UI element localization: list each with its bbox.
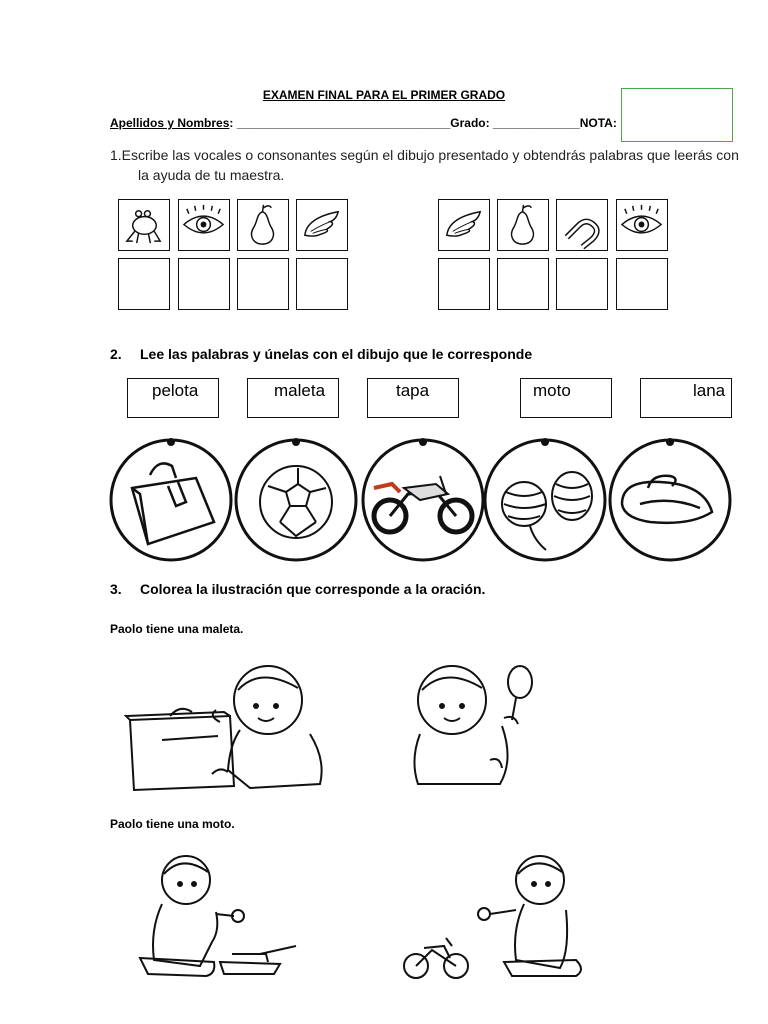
q1-picture-cell [296, 199, 348, 251]
frog-icon [119, 200, 168, 249]
sentence-2-illustrations [120, 850, 600, 990]
grade-label: Grado: [450, 116, 490, 130]
question-2-number: 2. [110, 346, 122, 362]
name-label: Apellidos y Nombres [110, 116, 230, 130]
eye-icon [617, 200, 666, 249]
word-box[interactable] [247, 378, 339, 418]
q1-answer-cell[interactable] [296, 258, 348, 310]
motorcycle-circle[interactable] [363, 438, 483, 560]
q1-picture-cell [237, 199, 289, 251]
q1-picture-cell [497, 199, 549, 251]
sentence-1: Paolo tiene una maleta. [110, 622, 244, 636]
picture-circles [0, 430, 768, 570]
boy-with-suitcase-illustration[interactable] [126, 666, 322, 790]
q1-answer-cell[interactable] [497, 258, 549, 310]
exam-title: EXAMEN FINAL PARA EL PRIMER GRADO [262, 88, 506, 102]
q1-answer-cell[interactable] [178, 258, 230, 310]
lid-icon [622, 476, 712, 523]
name-field[interactable]: : ________________________________ [229, 116, 451, 130]
word-label: tapa [396, 381, 430, 400]
grade-field[interactable]: _____________ [489, 116, 580, 130]
word-label: lana [693, 381, 726, 400]
motorcycle-icon [374, 476, 472, 532]
word-box[interactable] [640, 378, 732, 418]
question-1-line-1: 1.Escribe las vocales o consonantes según el dibujo presentado y obtendrás palabras que leerás con [110, 147, 739, 163]
word-box[interactable] [367, 378, 459, 418]
question-3-text: Colorea la ilustración que corresponde a la oración. [140, 581, 486, 597]
suitcase-icon [132, 463, 214, 544]
word-label: maleta [274, 381, 326, 400]
pear-icon [498, 200, 547, 249]
word-box[interactable] [520, 378, 612, 418]
yarn-circle[interactable] [485, 438, 605, 560]
q1-answer-cell[interactable] [237, 258, 289, 310]
lid-circle[interactable] [610, 438, 730, 560]
question-2-text: Lee las palabras y únelas con el dibujo que le corresponde [140, 346, 533, 362]
q1-picture-cell [438, 199, 490, 251]
q1-answer-cell[interactable] [556, 258, 608, 310]
question-3-number: 3. [110, 581, 122, 597]
pear-icon [238, 200, 287, 249]
q1-picture-cell [616, 199, 668, 251]
yarn-ball-icon [502, 472, 592, 550]
q1-picture-cell [556, 199, 608, 251]
eye-icon [179, 200, 228, 249]
magnet-icon [557, 200, 606, 249]
question-2-heading [110, 346, 532, 362]
word-label: pelota [152, 381, 199, 400]
word-label: moto [533, 381, 571, 400]
q1-answer-cell[interactable] [616, 258, 668, 310]
nota-label: NOTA: [579, 116, 617, 130]
word-box[interactable] [127, 378, 219, 418]
question-1-line-2: la ayuda de tu maestra. [138, 167, 285, 183]
q1-answer-cell[interactable] [438, 258, 490, 310]
soccer-ball-circle[interactable] [236, 438, 356, 560]
boy-with-motorcycle-illustration[interactable] [404, 856, 581, 978]
wing-icon [297, 200, 346, 249]
sentence-2: Paolo tiene una moto. [110, 817, 235, 831]
boy-with-mirror-illustration[interactable] [414, 666, 532, 784]
grade-box[interactable] [621, 88, 733, 142]
q1-answer-cell[interactable] [118, 258, 170, 310]
question-3-heading [110, 581, 485, 597]
sentence-1-illustrations [120, 660, 540, 800]
boy-with-tank-illustration[interactable] [140, 856, 296, 976]
q1-picture-cell [118, 199, 170, 251]
question-1-instructions [110, 145, 750, 185]
suitcase-circle[interactable] [111, 438, 231, 560]
wing-icon [439, 200, 488, 249]
q1-picture-cell [178, 199, 230, 251]
soccer-ball-icon [260, 466, 332, 538]
student-header [110, 116, 617, 130]
